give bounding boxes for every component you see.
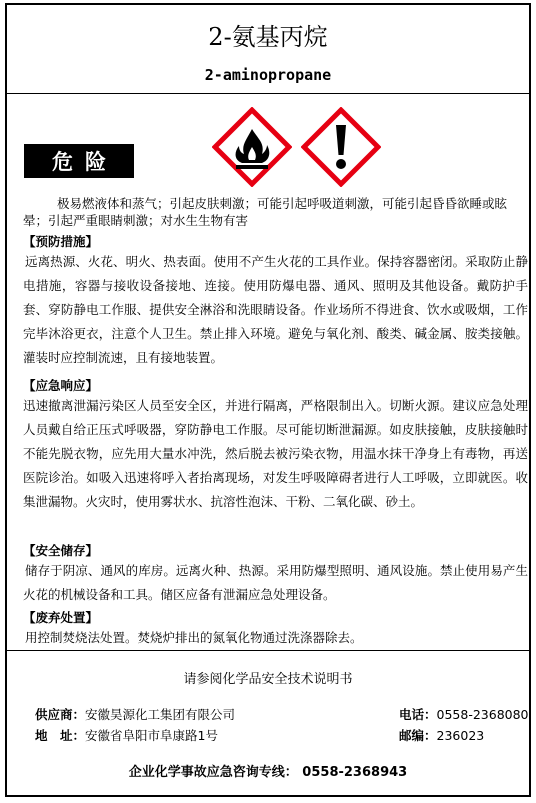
postcode-label: 邮编： [399, 728, 437, 743]
supplier-label: 供应商： [35, 707, 86, 722]
section-storage [23, 542, 528, 607]
flame-icon [212, 107, 292, 187]
label-header [7, 5, 529, 94]
address-value: 安徽省阜阳市阜康路1号 [85, 728, 218, 743]
section-disposal [23, 609, 528, 650]
address-row [35, 726, 218, 744]
signal-word: 危险 [24, 144, 134, 178]
phone-row [399, 705, 529, 723]
section-heading: 【废弃处置】 [23, 610, 99, 625]
section-response [23, 377, 528, 514]
emergency-hotline: 企业化学事故应急咨询专线： 0558-2368943 [128, 765, 408, 780]
section-body: 远离热源、火花、明火、热表面。使用不产生火花的工具作业。保持容器密闭。采取防止静电措施，容器与接收设备接地、连接。使用防爆电器、通风、照明及其他设备。戴防护手套、穿防静电工作服、提供安全淋浴和洗眼睛设备。作业场所不得进食、饮水或吸烟，工作完毕沐浴更衣，注意个人卫生。禁止排入环境。避免与氧化剂、酸类、碱金属、胺类接触。灌装时应控制流速，且有接地装置。 [23, 254, 528, 365]
supplier-value: 安徽昊源化工集团有限公司 [85, 707, 236, 722]
address-label: 地 址： [35, 728, 86, 743]
hazard-statement-text: 极易燃液体和蒸气；引起皮肤刺激；可能引起呼吸道刺激，可能引起昏昏欲睡或眩晕；引起严重眼睛刺激；对水生生物有害 [23, 196, 508, 228]
exclamation-mark-icon [301, 107, 381, 187]
hazard-statement [23, 195, 528, 229]
supplier-row [35, 705, 235, 723]
section-heading: 【预防措施】 [23, 234, 99, 249]
phone-value: 0558-2368080 [436, 707, 529, 722]
section-heading: 【应急响应】 [23, 378, 99, 393]
chemical-label [5, 3, 531, 797]
product-name-english: 2-aminopropane [204, 66, 332, 84]
section-heading: 【安全储存】 [23, 543, 99, 558]
section-body: 迅速撤离泄漏污染区人员至安全区，并进行隔离，严格限制出入。切断火源。建议应急处理人员戴自给正压式呼吸器，穿防静电工作服。尽可能切断泄漏源。如皮肤接触，皮肤接触时不能先脱衣物，应先用大量水冲洗，然后脱去被污染衣物，用温水抹干净身上有毒物，再送医院诊治。如吸入迅速将呼入者抬离现场，对发生呼吸障碍者进行人工呼吸，立即就医。收集泄漏物。火灾时，使用雾状水、抗溶性泡沫、干粉、二氧化碳、砂土。 [23, 398, 528, 509]
postcode-row [399, 726, 484, 744]
postcode-value: 236023 [436, 728, 485, 743]
phone-label: 电话： [399, 707, 437, 722]
section-body: 用控制焚烧法处置。焚烧炉排出的氮氧化物通过洗涤器除去。 [25, 630, 363, 645]
footer-divider [7, 650, 529, 651]
refer-sds-note: 请参阅化学品安全技术说明书 [183, 672, 353, 687]
section-body: 储存于阴凉、通风的库房。远离火种、热源。采用防爆型照明、通风设施。禁止使用易产生火花的机械设备和工具。储区应备有泄漏应急处理设备。 [23, 563, 528, 602]
product-name-chinese: 2-氨基丙烷 [208, 23, 328, 51]
section-prevention [23, 233, 528, 370]
